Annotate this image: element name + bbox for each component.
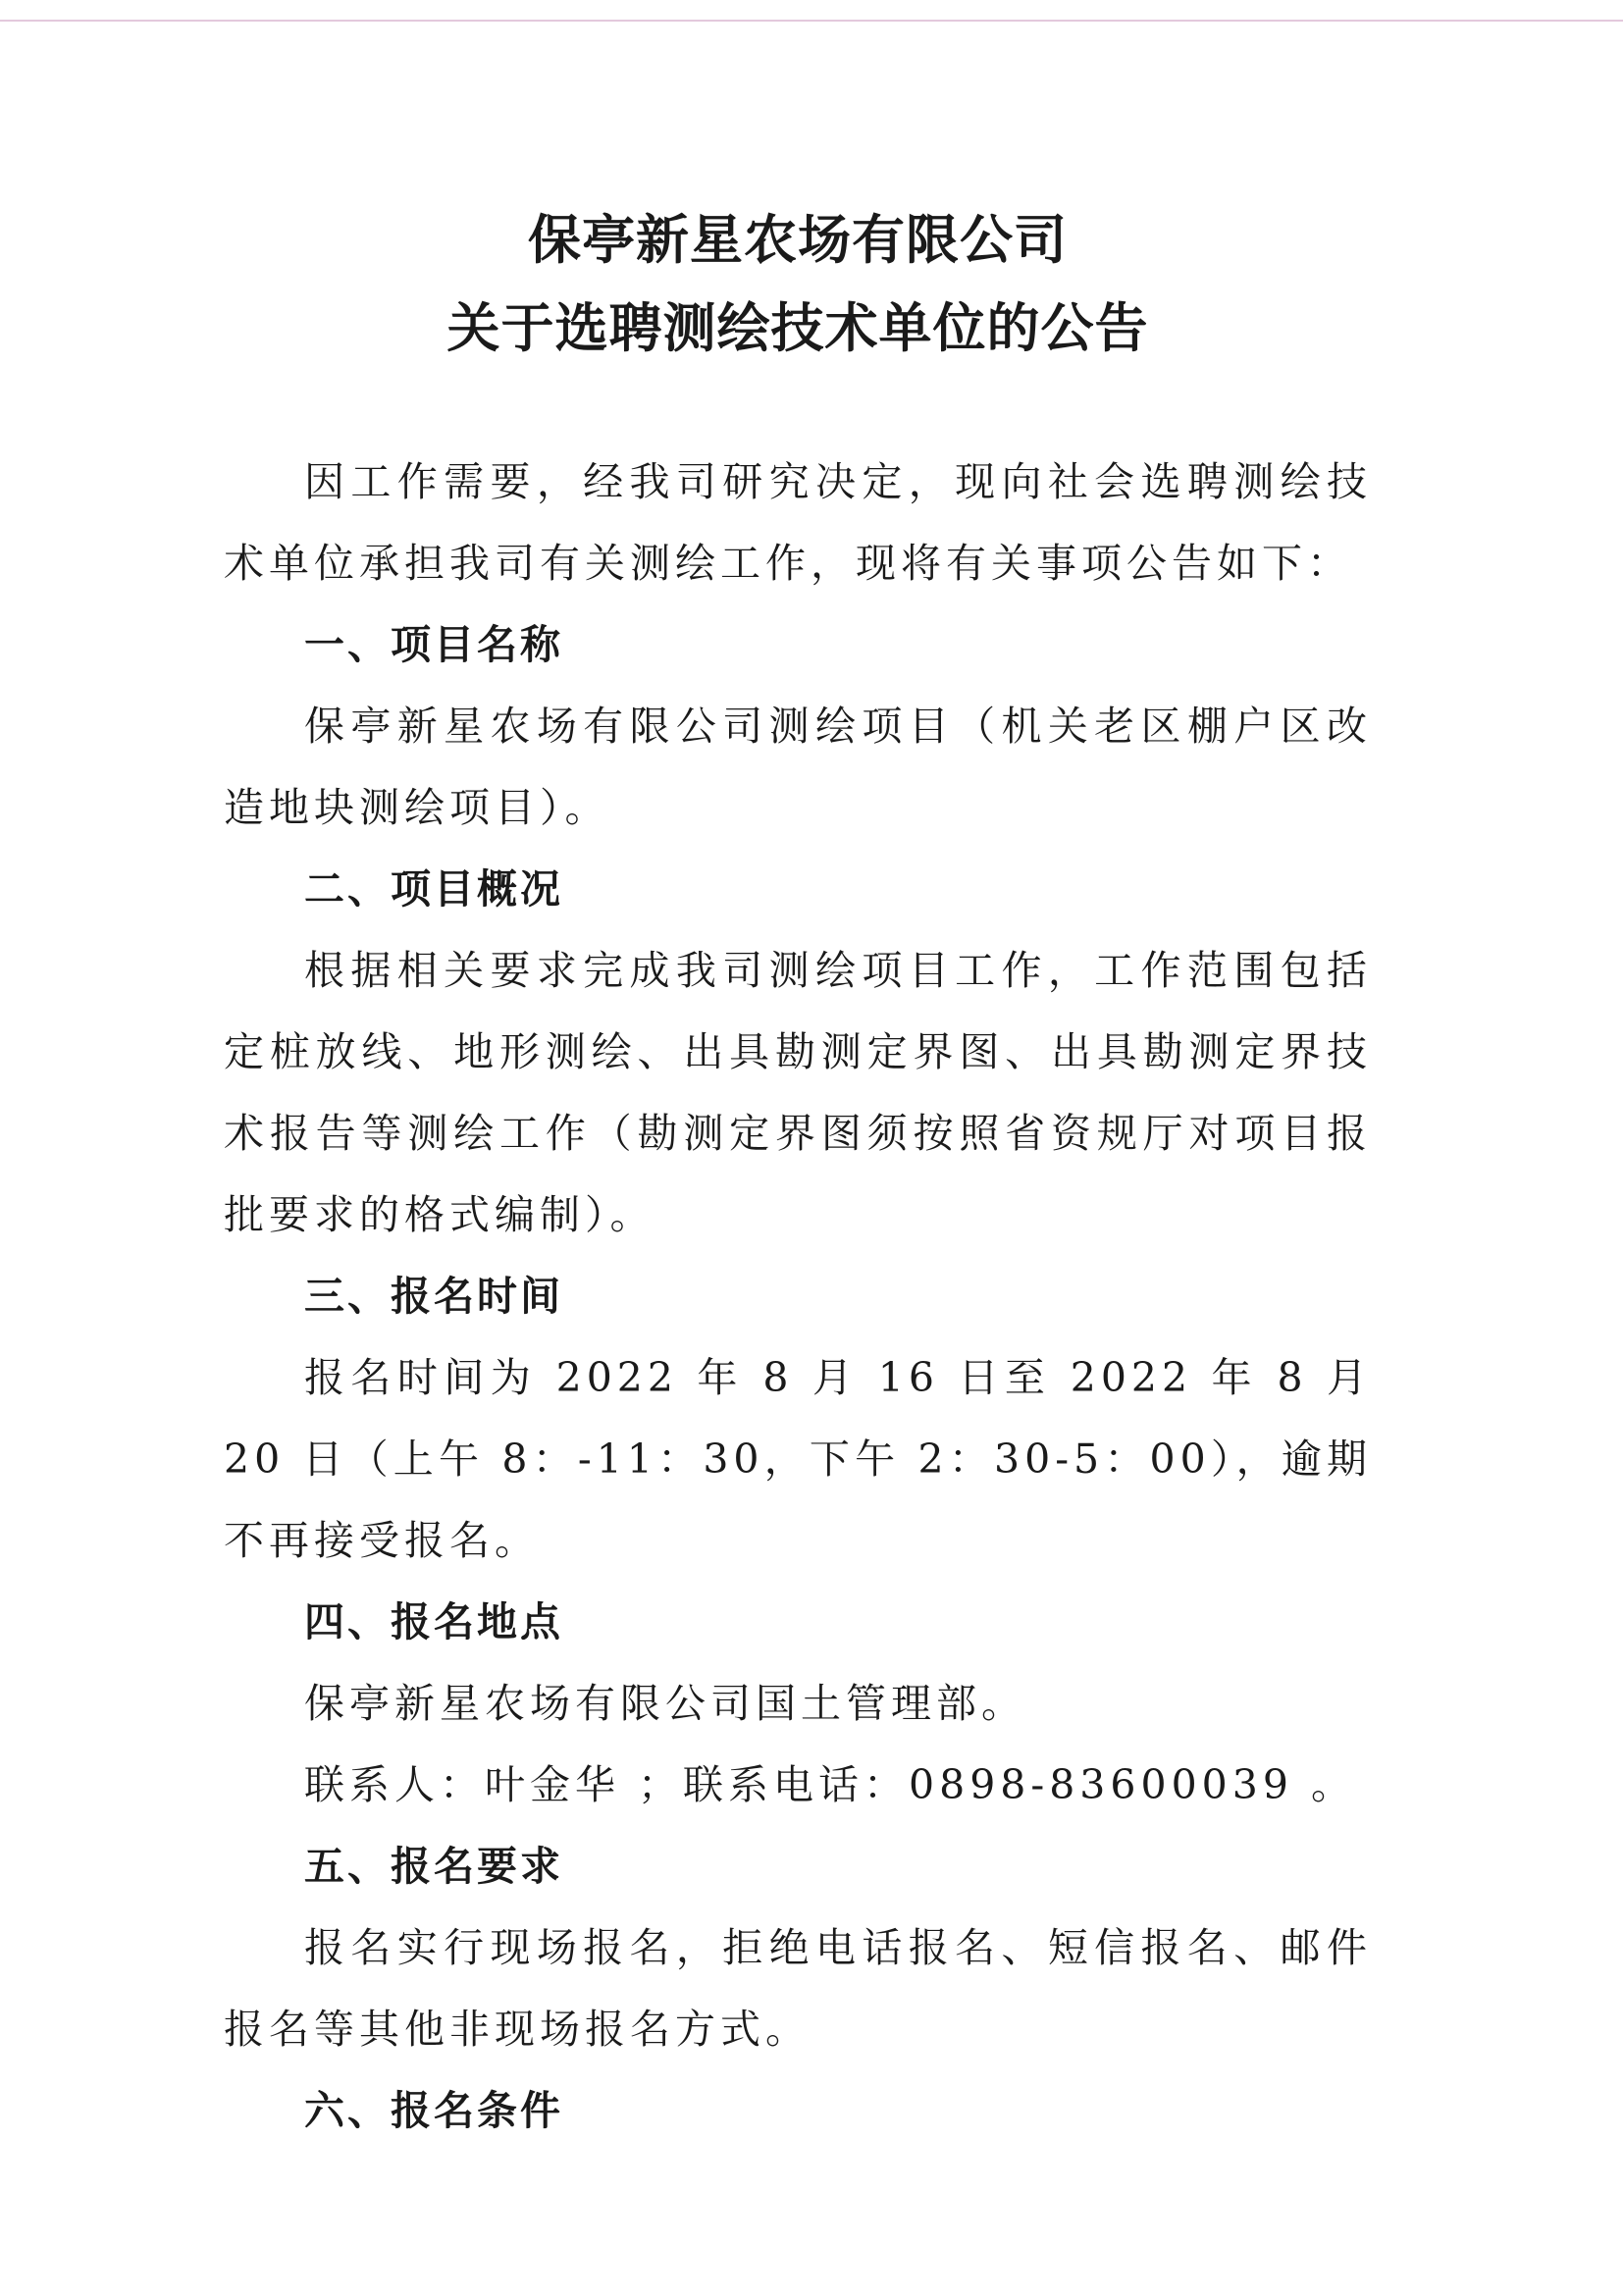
section-registration-time (224, 1256, 1372, 1582)
section-project-name (224, 604, 1372, 849)
intro-paragraph: 因工作需要，经我司研究决定，现向社会选聘测绘技术单位承担我司有关测绘工作，现将有关事项公告如下： (224, 458, 1372, 587)
top-border-line (0, 20, 1623, 22)
location-paragraph: 保亭新星农场有限公司国土管理部。 (304, 1680, 1026, 1727)
section-heading: 四、报名地点 (304, 1598, 563, 1645)
section-heading: 六、报名条件 (304, 2087, 563, 2134)
section-paragraph: 保亭新星农场有限公司测绘项目（机关老区棚户区改造地块测绘项目）。 (224, 703, 1372, 831)
title-subject: 关于选聘测绘技术单位的公告 (446, 297, 1149, 359)
contact-paragraph: 联系人：叶金华 ；联系电话：0898-83600039 。 (304, 1761, 1356, 1808)
announcement-title (224, 196, 1372, 373)
section-project-overview (224, 849, 1372, 1256)
section-paragraph: 根据相关要求完成我司测绘项目工作，工作范围包括定桩放线、地形测绘、出具勘测定界图、出具勘测定界技术报告等测绘工作（勘测定界图须按照省资规厅对项目报批要求的格式编制）。 (224, 947, 1372, 1238)
title-company: 保亭新星农场有限公司 (528, 209, 1068, 271)
section-paragraph: 报名实行现场报名，拒绝电话报名、短信报名、邮件报名等其他非现场报名方式。 (224, 1924, 1372, 2053)
announcement-body (224, 442, 1372, 2152)
section-heading: 一、项目名称 (304, 621, 563, 668)
section-heading: 三、报名时间 (304, 1273, 563, 1320)
section-registration-conditions (224, 2070, 1372, 2152)
section-heading: 二、项目概况 (304, 865, 563, 913)
section-registration-requirements (224, 1826, 1372, 2070)
announcement-page (224, 196, 1372, 2152)
section-heading: 五、报名要求 (304, 1843, 563, 1890)
section-paragraph: 报名时间为 2022 年 8 月 16 日至 2022 年 8 月 20 日（上午 8：-11：30，下午 2：30-5：00），逾期不再接受报名。 (224, 1354, 1372, 1564)
section-registration-location (224, 1582, 1372, 1826)
